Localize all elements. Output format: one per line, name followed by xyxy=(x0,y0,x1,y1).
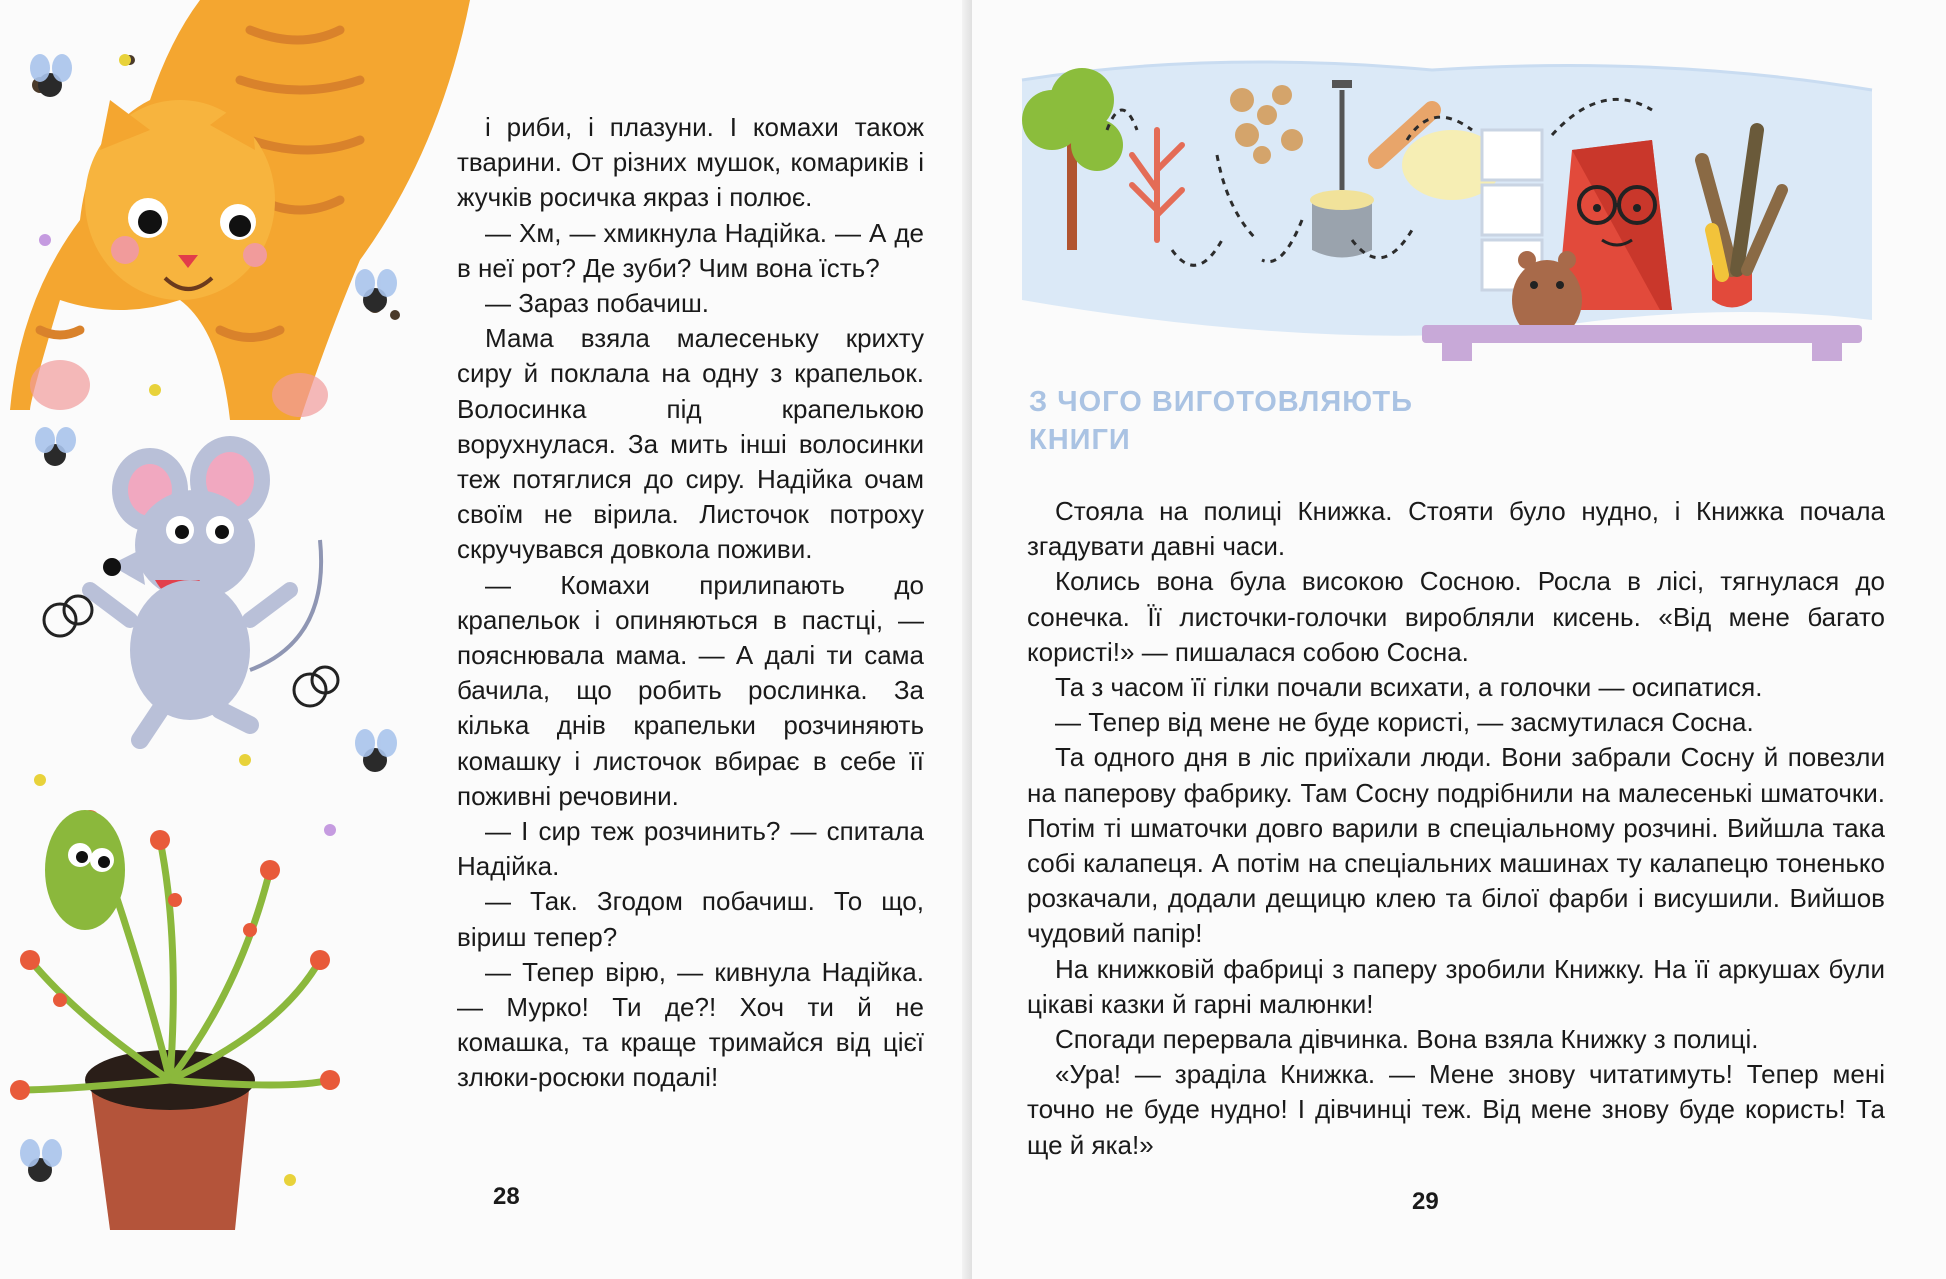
paragraph: Стояла на полиці Книжка. Стояти було нудно, і Книжка почала згадувати давні часи. xyxy=(1027,496,1885,562)
paragraph: — І сир теж розчинить? — спитала Надійка. xyxy=(457,816,924,882)
paragraph: — Тепер вірю, — кивнула Надійка. — Мурко! Ти де?! Хоч ти й не комашка, та краще тримайся від цієї злюки-росюки подалі! xyxy=(457,956,924,1093)
paragraph: На книжковій фабриці з паперу зробили Книжку. На її аркушах були цікаві казки й гарні малюнки! xyxy=(1027,953,1885,1019)
right-text-column xyxy=(1027,494,1885,1163)
paragraph: Мама взяла малесеньку крихту сиру й поклала на одну з крапельок. Волосинка під крапелькою ворухнулася. За мить інші волосинки теж потяглися до сиру. Надійка очам своїм не вірила. Листочок потроху скручувався довкола поживи. xyxy=(457,323,924,565)
paragraph: — Комахи прилипають до крапельок і опиняються в пастці, — пояснювала мама. — А далі ти сама бачила, що робить рослинка. За кілька днів крапельки розчиняють комашку і листочок вбирає в себе її поживні речовини. xyxy=(457,569,924,811)
section-title-line: З ЧОГО ВИГОТОВЛЯЮТЬ xyxy=(1029,386,1413,418)
paragraph: Спогади перервала дівчинка. Вона взяла Книжку з полиці. xyxy=(1055,1024,1759,1055)
paragraph: Та одного дня в ліс приїхали люди. Вони забрали Сосну й повезли на паперову фабрику. Там Сосну подрібнили на малесенькі шматочки. Потім ті шматочки довго варили в спеціальному розчині. Вийшла така собі калапеця. А потім на спеціальних машинах ту калапецю тоненько розкачали, додали дещицю клею та білої фарби і висушили. Вийшов чудовий папір! xyxy=(1027,742,1885,949)
page-number: 29 xyxy=(1412,1188,1439,1215)
paragraph: — Так. Згодом побачиш. То що, віриш тепер? xyxy=(457,886,924,952)
left-page xyxy=(0,0,972,1279)
paragraph: — Зараз побачиш. xyxy=(485,288,710,319)
paragraph: — Тепер від мене не буде користі, — засмутилася Сосна. xyxy=(1055,707,1754,738)
paragraph: Та з часом її гілки почали всихати, а голочки — осипатися. xyxy=(1055,672,1763,703)
paragraph: і риби, і плазуни. І комахи також тварини. От різних мушок, комариків і жучків росичка якраз і полює. xyxy=(457,112,924,213)
section-title-line: КНИГИ xyxy=(1029,424,1131,456)
paragraph: Колись вона була високою Сосною. Росла в лісі, тягнулася до сонечка. Її листочки-голочки виробляли кисень. «Від мене багато користі!» — пишалася собою Сосна. xyxy=(1027,566,1885,667)
paragraph: — Хм, — хмикнула Надійка. — А де в неї рот? Де зуби? Чим вона їсть? xyxy=(457,217,924,283)
section-title xyxy=(1029,383,1413,459)
paragraph: «Ура! — зраділа Книжка. — Мене знову читатимуть! Тепер мені точно не буде нудно! І дівчинці теж. Від мене знову буде користь! Та ще й яка!» xyxy=(1027,1059,1885,1160)
page-number: 28 xyxy=(493,1183,520,1210)
right-page xyxy=(972,0,1946,1279)
left-text-column xyxy=(457,110,924,1096)
